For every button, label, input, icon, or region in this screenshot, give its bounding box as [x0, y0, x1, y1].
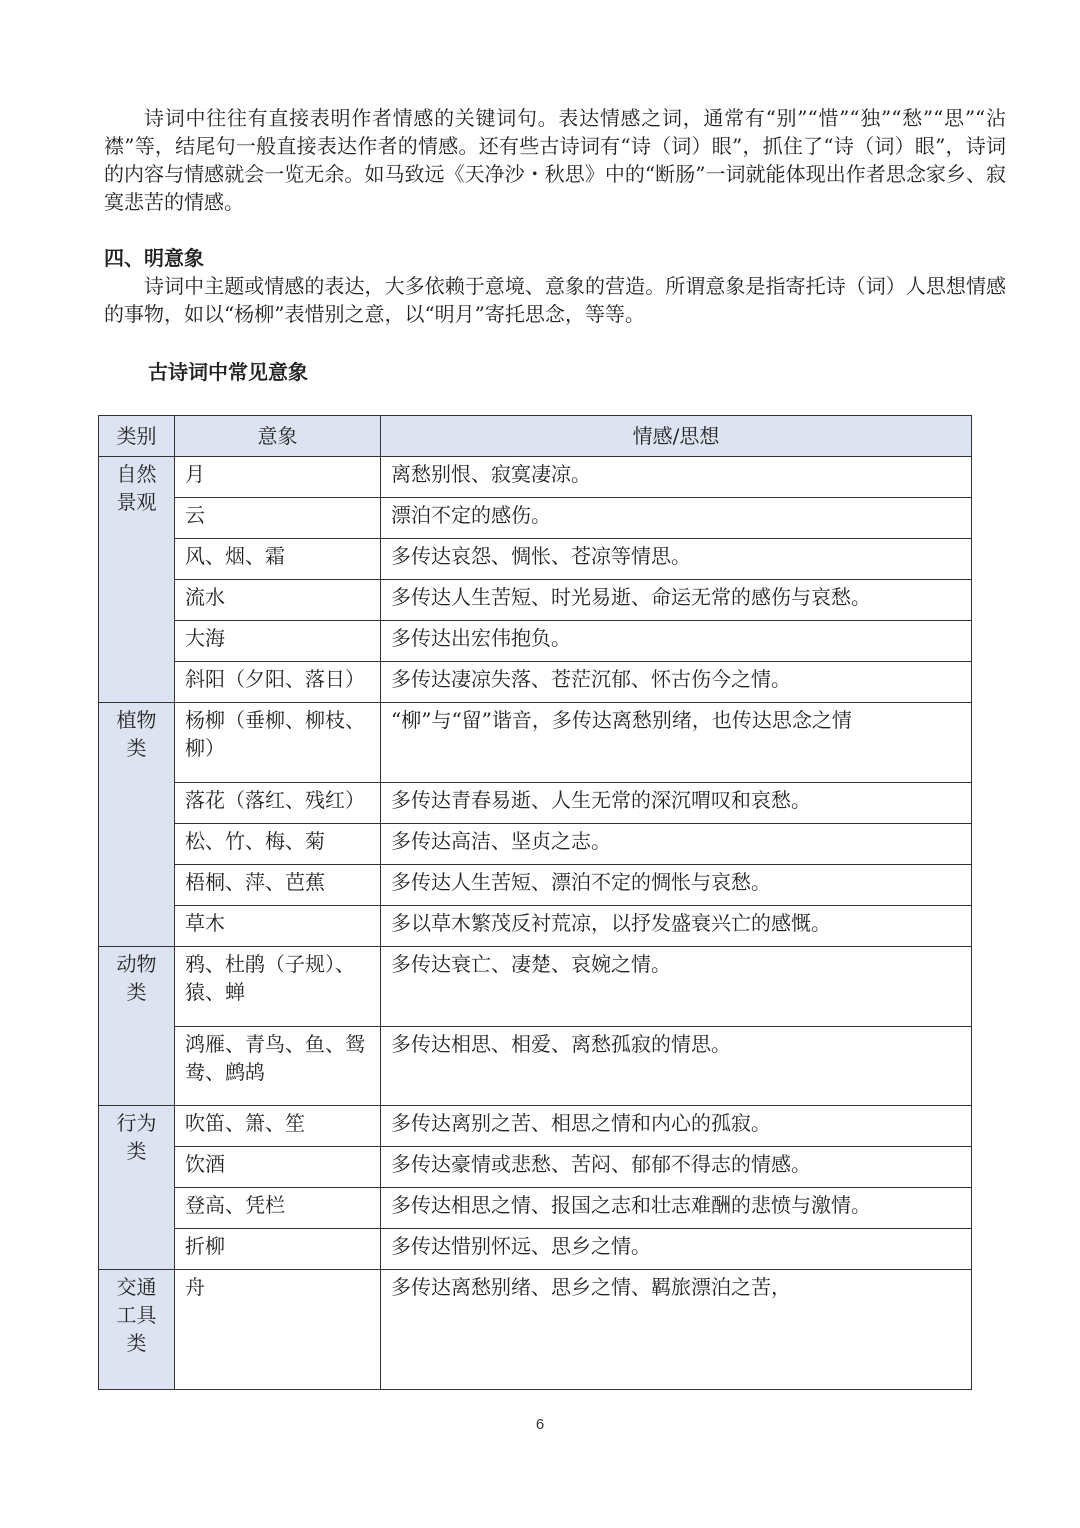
- imagery-cell: 舟: [175, 1270, 381, 1390]
- table-row: [99, 457, 972, 498]
- table-title: 古诗词中常见意象: [148, 360, 308, 384]
- table-row: [99, 824, 972, 865]
- category-cell: [99, 703, 175, 947]
- table-row: [99, 539, 972, 580]
- imagery-cell: 松、竹、梅、菊: [175, 824, 381, 865]
- emotion-cell: 多以草木繁茂反衬荒凉，以抒发盛衰兴亡的感慨。: [381, 906, 972, 947]
- emotion-cell: 多传达离愁别绪、思乡之情、羁旅漂泊之苦，: [381, 1270, 972, 1390]
- imagery-paragraph: 诗词中主题或情感的表达，大多依赖于意境、意象的营造。所谓意象是指寄托诗（词）人思想情感的事物，如以“杨柳”表惜别之意，以“明月”寄托思念，等等。: [104, 274, 1006, 326]
- category-label: 交通工具类: [116, 1275, 157, 1355]
- page-number: 6: [535, 1416, 545, 1433]
- imagery-cell: 云: [175, 498, 381, 539]
- emotion-cell: 多传达豪情或悲愁、苦闷、郁郁不得志的情感。: [381, 1147, 972, 1188]
- category-cell: [99, 457, 175, 703]
- category-label: 自然景观: [116, 462, 157, 514]
- table-row: [99, 621, 972, 662]
- imagery-cell: 草木: [175, 906, 381, 947]
- section-heading: 四、明意象: [104, 246, 204, 270]
- emotion-cell: “柳”与“留”谐音，多传达离愁别绪，也传达思念之情: [381, 703, 972, 783]
- imagery-cell: 鸦、杜鹃（子规）、猿、蝉: [175, 947, 381, 1027]
- emotion-cell: 多传达人生苦短、时光易逝、命运无常的感伤与哀愁。: [381, 580, 972, 621]
- category-label: 植物类: [116, 708, 157, 760]
- emotion-cell: 多传达青春易逝、人生无常的深沉喟叹和哀愁。: [381, 783, 972, 824]
- table-row: [99, 1188, 972, 1229]
- category-cell: [99, 1270, 175, 1390]
- table-row: [99, 498, 972, 539]
- table-row: [99, 783, 972, 824]
- table-header-row: [99, 416, 972, 457]
- category-cell: [99, 1106, 175, 1270]
- imagery-cell: 落花（落红、残红）: [175, 783, 381, 824]
- emotion-cell: 多传达人生苦短、漂泊不定的惆怅与哀愁。: [381, 865, 972, 906]
- imagery-cell: 饮酒: [175, 1147, 381, 1188]
- imagery-cell: 吹笛、箫、笙: [175, 1106, 381, 1147]
- table-row: [99, 1229, 972, 1270]
- emotion-cell: 多传达惜别怀远、思乡之情。: [381, 1229, 972, 1270]
- imagery-cell: 流水: [175, 580, 381, 621]
- table-row: [99, 1106, 972, 1147]
- table-row: [99, 580, 972, 621]
- emotion-cell: 多传达相思之情、报国之志和壮志难酬的悲愤与激情。: [381, 1188, 972, 1229]
- table-row: [99, 906, 972, 947]
- imagery-cell: 月: [175, 457, 381, 498]
- category-label: 行为类: [116, 1111, 157, 1163]
- imagery-cell: 大海: [175, 621, 381, 662]
- emotion-cell: 多传达哀怨、惆怅、苍凉等情思。: [381, 539, 972, 580]
- header-category: 类别: [99, 416, 175, 457]
- imagery-cell: 折柳: [175, 1229, 381, 1270]
- header-emotion: 情感/思想: [381, 416, 972, 457]
- imagery-cell: 登高、凭栏: [175, 1188, 381, 1229]
- emotion-cell: 多传达衰亡、凄楚、哀婉之情。: [381, 947, 972, 1027]
- table-row: [99, 947, 972, 1027]
- imagery-cell: 斜阳（夕阳、落日）: [175, 662, 381, 703]
- table-row: [99, 703, 972, 783]
- emotion-cell: 漂泊不定的感伤。: [381, 498, 972, 539]
- table-row: [99, 865, 972, 906]
- emotion-cell: 多传达出宏伟抱负。: [381, 621, 972, 662]
- header-imagery: 意象: [175, 416, 381, 457]
- emotion-cell: 离愁别恨、寂寞凄凉。: [381, 457, 972, 498]
- category-label: 动物类: [116, 952, 157, 1004]
- emotion-cell: 多传达高洁、坚贞之志。: [381, 824, 972, 865]
- table-row: [99, 1147, 972, 1188]
- emotion-cell: 多传达离别之苦、相思之情和内心的孤寂。: [381, 1106, 972, 1147]
- category-cell: [99, 947, 175, 1106]
- table-row: [99, 1270, 972, 1390]
- imagery-cell: 风、烟、霜: [175, 539, 381, 580]
- emotion-cell: 多传达凄凉失落、苍茫沉郁、怀古伤今之情。: [381, 662, 972, 703]
- table-row: [99, 1027, 972, 1106]
- imagery-cell: 杨柳（垂柳、柳枝、柳）: [175, 703, 381, 783]
- intro-paragraph: 诗词中往往有直接表明作者情感的关键词句。表达情感之词，通常有“别”“惜”“独”“愁”“思”“沾襟”等，结尾句一般直接表达作者的情感。还有些古诗词有“诗（词）眼”，抓住了“诗（词）眼”，诗词的内容与情感就会一览无余。如马致远《天净沙・秋思》中的“断肠”一词就能体现出作者思念家乡、寂寞悲苦的情感。: [104, 106, 1006, 214]
- imagery-table: [98, 415, 972, 1390]
- table-row: [99, 662, 972, 703]
- imagery-cell: 梧桐、萍、芭蕉: [175, 865, 381, 906]
- imagery-cell: 鸿雁、青鸟、鱼、鸳鸯、鹧鸪: [175, 1027, 381, 1106]
- emotion-cell: 多传达相思、相爱、离愁孤寂的情思。: [381, 1027, 972, 1106]
